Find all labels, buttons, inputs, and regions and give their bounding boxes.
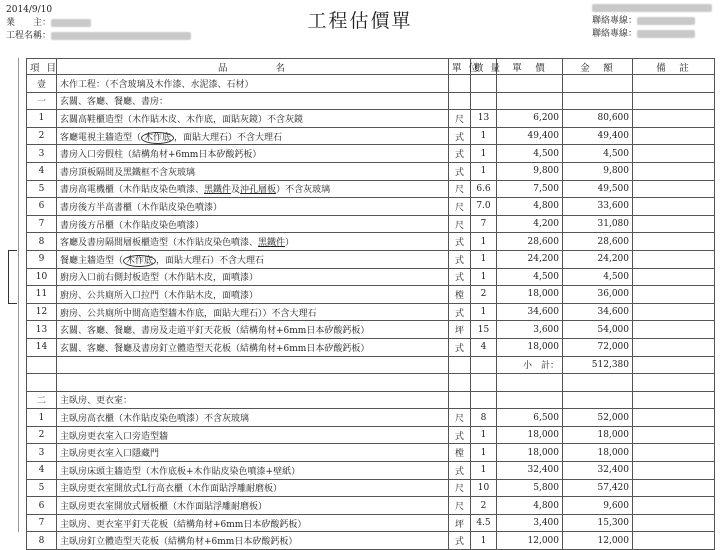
item-amount: 4,500 [563,268,633,286]
item-amount: 72,000 [563,338,633,356]
item-price: 4,500 [497,268,563,286]
item-amount: 31,080 [563,215,633,233]
item-num: 8 [27,532,57,550]
item-note [633,338,715,356]
item-price: 6,500 [497,409,563,427]
circled-text: 木作底 [123,255,156,267]
item-num: 8 [27,233,57,251]
item-num: 2 [27,127,57,145]
table-row [27,409,715,427]
item-price: 4,200 [497,215,563,233]
item-num: 7 [27,514,57,532]
item-num: 3 [27,145,57,163]
item-num: 10 [27,268,57,286]
item-unit: 樘 [449,444,471,462]
table-row [27,532,715,550]
item-num: 1 [27,409,57,427]
item-note [633,409,715,427]
item-name: 玄關、客廳、餐廳及書房釘立體造型天花板（結構角材+6mm日本矽酸鈣板） [57,338,449,356]
section-num: 壹 [27,75,57,93]
item-amount: 9,600 [563,497,633,515]
item-name: 書房高電機櫃（木作貼皮染色噴漆、黑鐵件及沖孔層板）不含灰玻璃 [57,180,449,198]
table-row [27,110,715,128]
item-name: 客廳電視主牆造型（ 木作底 ，面貼大理石）不含大理石 [57,127,449,145]
item-amount: 24,200 [563,250,633,268]
item-amount: 34,600 [563,303,633,321]
item-num: 2 [27,426,57,444]
item-note [633,180,715,198]
item-note [633,145,715,163]
item-price: 9,800 [497,162,563,180]
item-price: 3,600 [497,321,563,339]
item-price: 12,000 [497,532,563,550]
item-note [633,268,715,286]
item-num: 4 [27,162,57,180]
item-amount: 12,000 [563,532,633,550]
item-qty: 1 [471,250,497,268]
item-num: 3 [27,444,57,462]
item-price: 18,000 [497,426,563,444]
table-row [27,127,715,145]
item-price: 6,200 [497,110,563,128]
item-unit: 式 [449,338,471,356]
item-unit: 式 [449,426,471,444]
item-price: 34,600 [497,303,563,321]
item-qty: 1 [471,532,497,550]
item-note [633,514,715,532]
item-qty: 6.6 [471,180,497,198]
item-note [633,162,715,180]
table-row [27,233,715,251]
item-name: 主臥房更衣室開放式層板櫃（木作面貼浮雕耐磨板） [57,497,449,515]
item-unit: 式 [449,268,471,286]
item-num: 4 [27,462,57,480]
item-note [633,497,715,515]
item-amount: 18,000 [563,444,633,462]
item-note [633,110,715,128]
table-row [27,145,715,163]
item-name: 主臥房更衣室入口隱藏門 [57,444,449,462]
item-amount: 18,000 [563,426,633,444]
subsection-num: 二 [27,391,57,409]
contact2-label: 聯絡專線： [592,29,638,39]
item-qty: 1 [471,162,497,180]
item-name: 書房後方半高書櫃（木作貼皮染色噴漆） [57,198,449,216]
item-unit: 式 [449,532,471,550]
col-amount: 金 額 [563,59,633,75]
table-header-row [27,59,715,75]
item-name: 主臥房釘立體造型天花板（結構角材+6mm日本矽酸鈣板） [57,532,449,550]
table-row [27,426,715,444]
item-unit: 式 [449,303,471,321]
item-qty: 1 [471,127,497,145]
table-row [27,514,715,532]
item-qty: 2 [471,497,497,515]
subsection-title: 主臥房、更衣室： [57,391,449,409]
item-num: 13 [27,321,57,339]
subtotal-value: 512,380 [563,356,633,374]
table-row [27,321,715,339]
item-qty: 1 [471,268,497,286]
item-unit: 尺 [449,110,471,128]
item-name: 玄關高鞋櫃造型（木作貼木皮、木作底，面貼灰鏡）不含灰鏡 [57,110,449,128]
item-price: 7,500 [497,180,563,198]
item-qty: 4 [471,338,497,356]
table-row [27,286,715,304]
item-note [633,198,715,216]
item-unit: 式 [449,145,471,163]
item-amount: 54,000 [563,321,633,339]
item-name: 廚房入口前右側封板造型（木作貼木皮，面噴漆） [57,268,449,286]
item-note [633,444,715,462]
section-row [27,75,715,93]
item-note [633,233,715,251]
subsection-title: 玄關、客廳、餐廳、書房： [57,92,449,110]
contact1-label: 聯絡專線： [592,16,638,26]
item-note [633,127,715,145]
table-row [27,215,715,233]
table-row [27,338,715,356]
table-row [27,479,715,497]
table-row [27,497,715,515]
item-num: 6 [27,497,57,515]
item-amount: 49,400 [563,127,633,145]
item-note [633,532,715,550]
item-num: 5 [27,180,57,198]
item-amount: 33,600 [563,198,633,216]
item-qty: 10 [471,479,497,497]
item-price: 18,000 [497,444,563,462]
item-unit: 式 [449,162,471,180]
item-name: 主臥房高衣櫃（木作貼皮染色噴漆）不含灰玻璃 [57,409,449,427]
item-name: 書房後方吊櫃（木作貼皮染色噴漆） [57,215,449,233]
item-amount: 28,600 [563,233,633,251]
col-unit: 單 位 [449,59,471,75]
item-qty: 1 [471,233,497,251]
item-qty: 1 [471,444,497,462]
item-qty: 1 [471,303,497,321]
item-unit: 式 [449,462,471,480]
underlined-text: 黑鐵件 [258,238,286,249]
item-num: 12 [27,303,57,321]
item-price: 5,800 [497,479,563,497]
table-row [27,180,715,198]
estimate-table [26,58,715,550]
item-qty: 2 [471,286,497,304]
subtotal-row [27,356,715,374]
col-note: 備 註 [633,59,715,75]
item-unit: 坪 [449,321,471,339]
table-row [27,444,715,462]
item-amount: 15,300 [563,514,633,532]
item-unit: 樘 [449,286,471,304]
item-qty: 1 [471,462,497,480]
section-title: 木作工程：（不含玻璃及木作漆、水泥漆、石材） [57,75,449,93]
item-price: 18,000 [497,286,563,304]
item-num: 11 [27,286,57,304]
table-row [27,303,715,321]
item-name: 主臥房床頭主牆造型（木作底板+木作貼皮染色噴漆+壁紙） [57,462,449,480]
item-price: 18,000 [497,338,563,356]
item-qty: 7 [471,215,497,233]
item-amount: 9,800 [563,162,633,180]
item-name: 餐廳主牆造型（ 木作底 ，面貼大理石）不含大理石 [57,250,449,268]
handwritten-bracket [8,250,17,304]
blank-row [27,374,715,392]
item-name: 廚房、公共廁所中間高造型牆木作底，面貼大理石））不含大理石 [57,303,449,321]
subsection-row [27,391,715,409]
col-qty: 數 量 [471,59,497,75]
item-note [633,303,715,321]
scan-edge [18,58,19,532]
item-qty: 4.5 [471,514,497,532]
table-row [27,162,715,180]
item-num: 7 [27,215,57,233]
item-unit: 尺 [449,198,471,216]
item-num: 6 [27,198,57,216]
item-num: 1 [27,110,57,128]
item-amount: 52,000 [563,409,633,427]
col-price: 單 價 [497,59,563,75]
date: 2014/9/10 [6,5,53,15]
item-unit: 式 [449,250,471,268]
item-note [633,215,715,233]
table-row [27,268,715,286]
item-amount: 32,400 [563,462,633,480]
item-name: 主臥房更衣室開放式L行高衣櫃（木作面貼浮雕耐磨板） [57,479,449,497]
item-price: 4,500 [497,145,563,163]
underlined-text: 沖孔層板 [240,185,277,196]
underlined-text: 黑鐵件 [204,185,232,196]
item-price: 3,400 [497,514,563,532]
item-amount: 4,500 [563,145,633,163]
item-price: 49,400 [497,127,563,145]
item-note [633,250,715,268]
item-unit: 尺 [449,180,471,198]
item-amount: 49,500 [563,180,633,198]
item-note [633,426,715,444]
item-qty: 1 [471,426,497,444]
item-unit: 尺 [449,497,471,515]
item-name: 客廳及書房隔間層板櫃造型（木作貼皮染色噴漆、黑鐵件） [57,233,449,251]
header-right [592,2,712,41]
item-qty: 7.0 [471,198,497,216]
item-price: 28,600 [497,233,563,251]
item-note [633,321,715,339]
item-note [633,462,715,480]
table-row [27,462,715,480]
table-row [27,250,715,268]
item-note [633,286,715,304]
col-name: 品 名 [57,59,449,75]
item-num: 9 [27,250,57,268]
client-label: 業 主： [6,18,52,28]
redacted-phone2 [637,30,695,38]
item-qty: 8 [471,409,497,427]
item-amount: 57,420 [563,479,633,497]
item-unit: 式 [449,127,471,145]
item-amount: 36,000 [563,286,633,304]
item-unit: 尺 [449,215,471,233]
page-title: 工程估價單 [307,10,413,32]
item-unit: 尺 [449,409,471,427]
item-qty: 1 [471,145,497,163]
item-name: 主臥房、更衣室平釘天花板（結構角材+6mm日本矽酸鈣板） [57,514,449,532]
subsection-num: 一 [27,92,57,110]
item-amount: 80,600 [563,110,633,128]
circled-text: 木作底 [141,132,174,144]
item-num: 14 [27,338,57,356]
item-price: 4,800 [497,497,563,515]
item-unit: 尺 [449,479,471,497]
item-num: 5 [27,479,57,497]
col-item: 項 目 [27,59,57,75]
subsection-row [27,92,715,110]
item-note [633,479,715,497]
redacted-company [592,4,712,12]
item-name: 書房入口旁假柱（結構角材+6mm日本矽酸鈣板） [57,145,449,163]
redacted-phone1 [637,17,695,25]
item-name: 廚房、公共廁所入口拉門（木作貼木皮，面噴漆） [57,286,449,304]
item-price: 4,800 [497,198,563,216]
item-name: 書房頂板隔間及黑鐵框不含灰玻璃 [57,162,449,180]
table-row [27,198,715,216]
subtotal-label: 小 計： [497,356,563,374]
item-qty: 13 [471,110,497,128]
project-label: 工程名稱： [6,31,52,41]
item-price: 24,200 [497,250,563,268]
item-name: 玄關、客廳、餐廳、書房及走道平釘天花板（結構角材+6mm日本矽酸鈣板） [57,321,449,339]
item-unit: 坪 [449,514,471,532]
item-price: 32,400 [497,462,563,480]
item-qty: 15 [471,321,497,339]
item-unit: 式 [449,233,471,251]
item-name: 主臥房更衣室入口旁造型牆 [57,426,449,444]
